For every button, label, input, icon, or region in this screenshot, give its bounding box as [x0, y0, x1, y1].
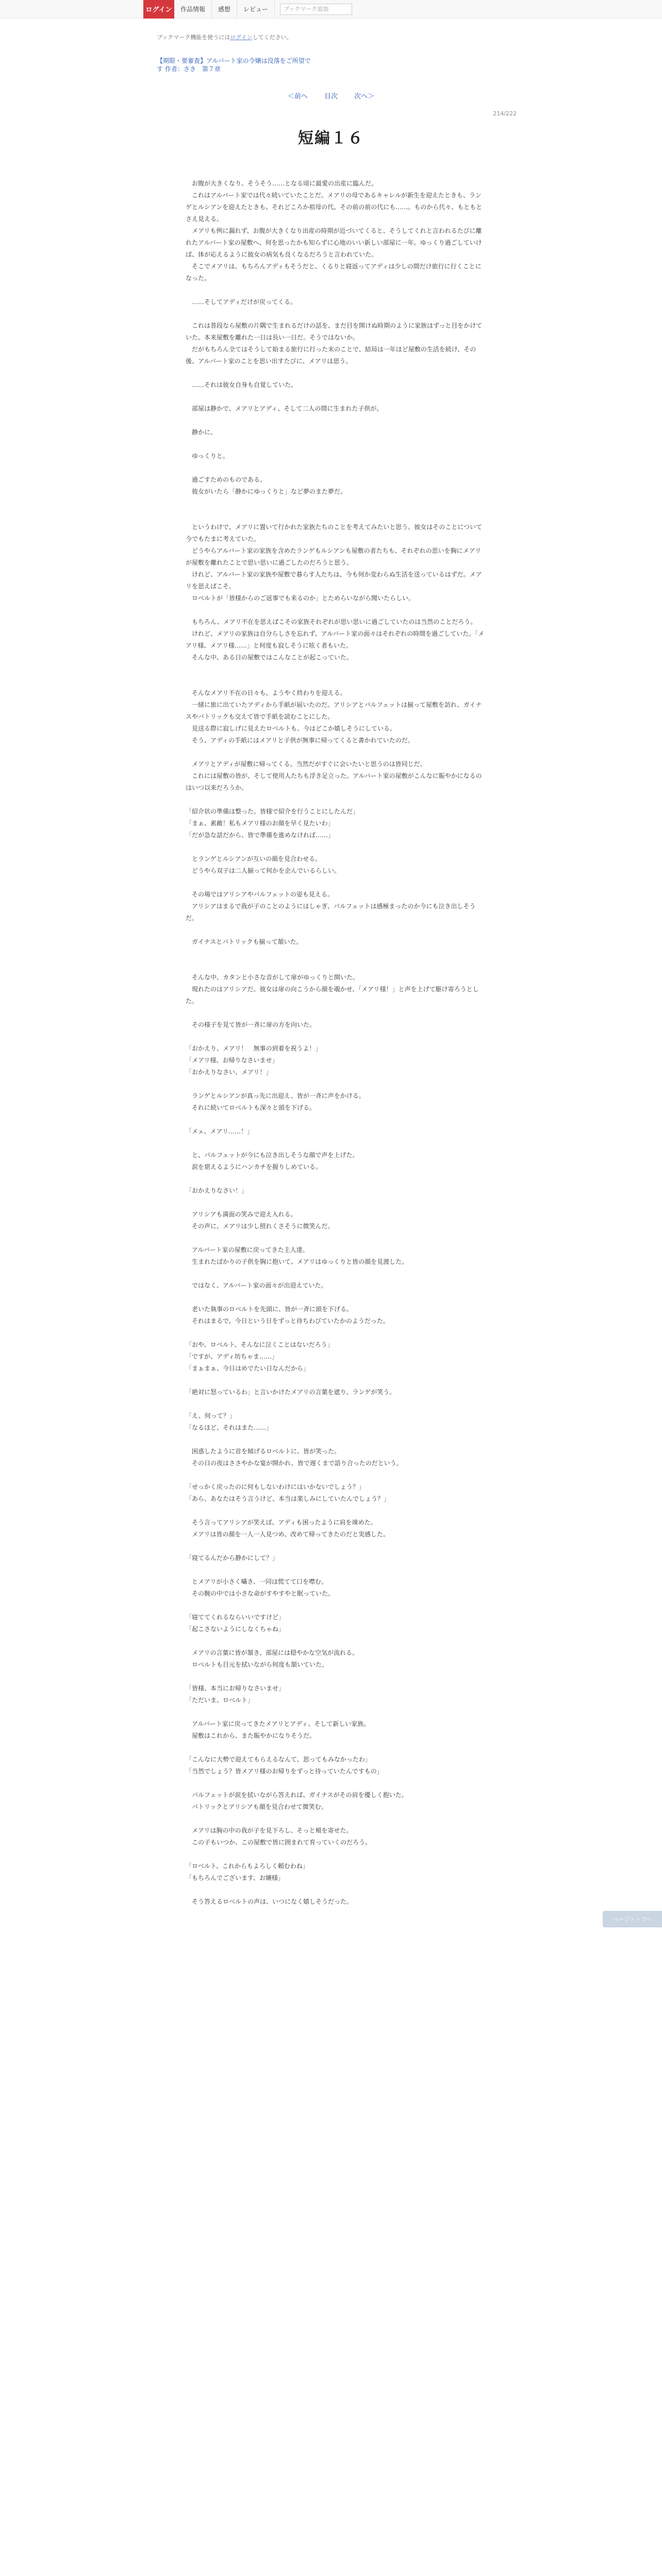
body-paragraph [186, 462, 485, 474]
body-paragraph: メアリとアディが屋敷に帰ってくる。当然だがすぐに会いたいと思うのは皆同じだ。 [186, 760, 426, 768]
body-paragraph: そう、アディの手紙にはメアリと子供が無事に帰ってくると書かれていたのだ。 [186, 737, 414, 744]
body-paragraph [186, 960, 485, 972]
body-paragraph: そんな中、カタンと小さな音がして扉がゆっくりと開いた。 [186, 974, 359, 981]
body-paragraph [186, 675, 485, 687]
body-paragraph [186, 877, 485, 889]
chapter-pager [151, 91, 511, 100]
body-paragraph: 老いた執事のロベルトを先頭に、皆が一斉に頭を下げる。 [186, 1306, 353, 1313]
body-paragraph: 部屋は静かで、メアリとアディ、そして二人の間に生まれた子供が。 [186, 405, 383, 412]
body-paragraph: 過ごすためのものである。 [186, 476, 267, 483]
nav-reviews[interactable]: レビュー [237, 0, 275, 19]
body-paragraph: 「寝ててくれるならいいですけど」 [186, 1614, 285, 1621]
breadcrumb[interactable]: 【期限・要審査】アルバート家の令嬢は没落をご所望です 作者：さき 第７章 [157, 57, 311, 73]
body-paragraph: 「だが急な話だから、皆で準備を進めなければ……」 [186, 832, 335, 839]
body-paragraph [186, 604, 485, 616]
body-paragraph: もちろん、メアリ不在を思えばこその家族それぞれが思い思いに過ごしていたのは当然のことだろう。 [186, 618, 477, 625]
body-paragraph [186, 948, 485, 960]
body-paragraph: 「皆様、本当にお帰りなさいませ」 [186, 1685, 285, 1692]
body-paragraph: 「あら、あなたはそう言うけど、本当は楽しみにしていたんでしょう？」 [186, 1495, 390, 1502]
body-paragraph: 「当然でしょう？皆メアリ様のお帰りをずっと待っていたんですもの」 [186, 1768, 383, 1775]
body-paragraph: その声に、メアリは少し照れくさそうに微笑んだ。 [186, 1223, 334, 1230]
body-paragraph: アルバート家の屋敷に戻ってきた主人達。 [186, 1246, 309, 1253]
body-paragraph: その様子を見て皆が一斉に扉の方を向いた。 [186, 1021, 316, 1028]
body-paragraph: 「え、何って？」 [186, 1412, 236, 1419]
body-paragraph [186, 1635, 485, 1647]
body-paragraph: ガイナスとパトリックも揃って頷いた。 [186, 938, 303, 945]
nav-impressions[interactable]: 感想 [212, 0, 237, 19]
notice-suffix: してください。 [252, 34, 292, 41]
body-paragraph: これは普段なら屋敷の片隅で生まれるだけの話を、まだ目を開けぬ時期のように家族はずっと目をかけていた。本来屋敷を離れた一日は長い一日だ。そうではないか。 [186, 322, 483, 341]
body-paragraph: 彼女がいたら「静かにゆっくりと」など夢のまた夢だ。 [186, 488, 346, 495]
body-paragraph [186, 1398, 485, 1410]
body-paragraph [186, 1375, 485, 1386]
body-paragraph: 見送る際に寂しげに見えたロベルトも、今はどこか嬉しそうにしている。 [186, 725, 396, 732]
body-paragraph [186, 1173, 485, 1185]
body-paragraph [186, 747, 485, 758]
body-paragraph: 静かに、 [186, 429, 217, 436]
body-paragraph [186, 415, 485, 427]
body-paragraph [186, 664, 485, 675]
main-content [151, 23, 517, 1908]
body-paragraph: アリシアも満面の笑みで迎え入れる。 [186, 1211, 297, 1218]
login-notice [157, 33, 511, 41]
body-paragraph [186, 1268, 485, 1280]
body-paragraph: 「せっかく戻ったのに何もしないわけにはいかないでしょう？」 [186, 1483, 365, 1490]
body-paragraph: アルバート家に戻ってきたメアリとアディ、そして新しい家族。 [186, 1720, 370, 1727]
body-paragraph [186, 1078, 485, 1090]
body-paragraph: その腕の中では小さな命がすやすやと眠っていた。 [186, 1590, 335, 1597]
body-paragraph: 屋敷はこれから、また賑やかになりそうだ。 [186, 1732, 316, 1739]
body-paragraph: 「こんなに大勢で迎えてもらえるなんて、思ってもみなかったわ」 [186, 1756, 371, 1763]
prev-link[interactable]: ＜前へ [287, 93, 308, 100]
body-paragraph: そこでメアリは、もちろんアディもそうだと、くるりと寝返ってアディは少しの間だけ旅行に行くことになった。 [186, 263, 482, 282]
body-paragraph [186, 1138, 485, 1149]
body-paragraph: ……それは彼女自身も自覚していた。 [186, 381, 297, 388]
bookmark-input[interactable]: ブックマーク追加 [280, 4, 352, 15]
body-paragraph: 生まれたばかりの子供を胸に抱いて、メアリはゆっくりと皆の顔を見渡した。 [186, 1258, 408, 1265]
body-paragraph: どうやらアルバート家の家族を含めたランゲもルシアンも屋敷の者たちも、それぞれの思いを胸にメアリが屋敷を離れたことで思い思いに過ごしたのだろうと思う。 [186, 547, 482, 566]
body-paragraph [186, 367, 485, 379]
body-paragraph: ……そしてアディだけが戻ってくる。 [186, 298, 297, 306]
body-paragraph: 「おかえり、メアリ！ 無事の到着を祝うよ！」 [186, 1045, 322, 1052]
top-nav [0, 0, 662, 19]
body-paragraph: 「おかえりなさい、メアリ！」 [186, 1069, 272, 1076]
body-paragraph: 困惑したように首を傾げるロベルトに、皆が笑った。 [186, 1448, 341, 1455]
body-paragraph: メアリも例に漏れず、お腹が大きくなり出産の時期が近づいてくると、そうしてくれと言われるたびに離れたアルバート家の屋敷へ、何を思ったかも知らずに心地のいい新しい部屋に一年。ゆっくり過ごしていけば、体が応えるように彼女の病気も良くなるだろうと言われていた。 [186, 227, 482, 258]
body-paragraph [186, 1600, 485, 1612]
body-paragraph [186, 1505, 485, 1517]
body-paragraph: その日の夜はささやかな宴が開かれ、皆で遅くまで語り合ったのだという。 [186, 1460, 403, 1467]
body-paragraph [186, 1434, 485, 1446]
body-paragraph: とメアリが小さく囁き、一同は慌てて口を噤む。 [186, 1578, 328, 1585]
body-paragraph [186, 924, 485, 936]
body-paragraph: 「おや、ロベルト、そんなに泣くことはないだろう」 [186, 1341, 334, 1348]
body-paragraph [186, 841, 485, 853]
body-paragraph: そんなメアリ不在の日々も、ようやく終わりを迎える。 [186, 689, 346, 697]
body-paragraph: だがもちろん全てはそうして始まる旅行に行った末のことで、結局は一年ほど屋敷の生活を続け、その後、アルバート家のことを思い出すたびに、メアリは思う。 [186, 346, 476, 365]
body-paragraph: 「まぁ、素敵！私もメアリ様のお顔を早く見たいわ」 [186, 820, 334, 827]
body-paragraph: 「ロベルト、これからもよろしく頼むわね」 [186, 1862, 309, 1870]
body-paragraph: ロベルトが「皆様からのご返事でも来るのか」とためらいながら聞いたらしい。 [186, 595, 415, 602]
login-button[interactable]: ログイン [143, 0, 174, 19]
body-paragraph [186, 498, 485, 510]
nav-novel-info[interactable]: 作品情報 [174, 0, 212, 19]
body-paragraph: けれど、アルバート家の家族や屋敷で暮らす人たちは、今も何か変わらぬ生活を送っているはずだ。メアリを思えばこそ。 [186, 571, 482, 590]
body-paragraph [186, 438, 485, 450]
page-number: 214/222 [493, 110, 517, 117]
body-paragraph: 「メェ、メアリ……！」 [186, 1128, 254, 1135]
body-paragraph: これには屋敷の皆が、そして使用人たちも浮き足立った。アルバート家の屋敷がこんなに賑やかになるのはいつ以来だろうか。 [186, 772, 482, 791]
body-paragraph [186, 1884, 485, 1896]
body-paragraph: 「もちろんでございます、お嬢様」 [186, 1874, 285, 1882]
toc-link[interactable]: 目次 [324, 93, 338, 100]
body-paragraph: お腹が大きくなり、そうそう……となる頃に最愛の出産に臨んだ。 [186, 180, 378, 187]
body-paragraph: けれど、メアリの家族は自分らしさを忘れず、アルバート家の面々はそれぞれの時間を過ごしていた。「メアリ様、メアリ様……」と何度も寂しそうに呟く者もいた。 [186, 630, 485, 649]
body-paragraph: メアリは胸の中の我が子を見下ろし、そっと頬を寄せた。 [186, 1827, 353, 1834]
body-paragraph [186, 794, 485, 806]
notice-prefix: ブックマーク機能を使うには [157, 34, 230, 41]
body-paragraph: そんな中、ある日の屋敷ではこんなことが起こっていた。 [186, 654, 353, 661]
body-paragraph: 「なるほど、それはまた……」 [186, 1424, 273, 1431]
body-paragraph: 「おかえりなさい！」 [186, 1187, 248, 1194]
body-paragraph [186, 1540, 485, 1552]
body-paragraph [186, 391, 485, 403]
body-paragraph: というわけで、メアリに置いて行かれた家族たちのことを考えてみたいと思う。彼女はそのことについて今でもたまに考えていた。 [186, 523, 483, 543]
body-paragraph: 「ただいま、ロベルト」 [186, 1697, 254, 1704]
body-paragraph: アリシアはまるで我が子のことのようにはしゃぎ、パルフェットは感極まったのか今にも泣き出しそうだ。 [186, 903, 476, 922]
body-paragraph [186, 1197, 485, 1209]
body-paragraph: そう言ってアリシアが笑えば、アディも困ったように肩を竦めた。 [186, 1519, 377, 1526]
body-paragraph: パルフェットが涙を拭いながら答えれば、ガイナスがその肩を優しく抱いた。 [186, 1791, 408, 1799]
body-paragraph: 「絶対に怒っているわ」と言いかけたメアリの言葉を遮り、ランゲが笑う。 [186, 1388, 396, 1396]
body-paragraph: メアリは皆の顔を一人一人見つめ、改めて帰ってきたのだと実感した。 [186, 1531, 390, 1538]
body-paragraph: 「ですが、アディ坊ちゃま……」 [186, 1353, 278, 1360]
body-paragraph: 現れたのはアリシアだ。彼女は扉の向こうから顔を覗かせ、「メアリ様！」と声を上げて駆け寄ろうとした。 [186, 986, 479, 1005]
body-paragraph [186, 1742, 485, 1754]
novel-body [186, 178, 485, 1908]
chapter-title: 短編１６ [298, 129, 364, 147]
body-paragraph [186, 1292, 485, 1303]
next-link[interactable]: 次へ＞ [354, 93, 375, 100]
body-paragraph [186, 1706, 485, 1718]
notice-login-link[interactable]: ログイン [230, 34, 253, 41]
body-paragraph: 「紹介状の準備は整った。皆様で紹介を行うことにしたんだ」 [186, 808, 359, 815]
body-paragraph: 「寝てるんだから静かにして？」 [186, 1554, 279, 1562]
body-paragraph: パトリックとアリシアも顔を見合わせて微笑む。 [186, 1803, 327, 1810]
body-paragraph: どうやら双子は二人揃って何かを企んでいるらしい。 [186, 867, 341, 874]
body-paragraph [186, 1849, 485, 1860]
body-paragraph: これはアルバート家では代々続いていたことだ。メアリの母であるキャレルが新生を迎えたときも、ランゲとルシアンを迎えたときも。それどころか祖母の代、その前の前の代にも……。ものから代々、もともとさえ見える。 [186, 192, 483, 223]
body-paragraph [186, 284, 485, 296]
body-paragraph: その場ではアリシアやパルフェットの姿も見える。 [186, 891, 334, 898]
body-paragraph: 「まぁまぁ、今日はめでたい日なんだから」 [186, 1365, 310, 1372]
body-paragraph: ランゲとルシアンが真っ先に出迎え、皆が一斉に声をかける。 [186, 1092, 365, 1099]
page-top-button[interactable]: ページトップへ [603, 1911, 662, 1927]
body-paragraph: この子もいつか、この屋敷で皆に囲まれて育っていくのだろう。 [186, 1839, 372, 1846]
body-paragraph [186, 308, 485, 320]
body-paragraph: ゆっくりと。 [186, 452, 229, 460]
body-paragraph [186, 510, 485, 521]
body-paragraph [186, 1777, 485, 1789]
body-paragraph [186, 1114, 485, 1126]
body-paragraph [186, 1564, 485, 1576]
body-paragraph: ロベルトも目元を拭いながら何度も頷いていた。 [186, 1661, 328, 1668]
body-paragraph [186, 1469, 485, 1481]
body-paragraph: 涙を堪えるようにハンカチを握りしめている。 [186, 1163, 322, 1171]
body-paragraph [186, 1031, 485, 1043]
body-paragraph: と、パルフェットが今にも泣き出しそうな顔で声を上げた。 [186, 1151, 359, 1159]
body-paragraph [186, 1232, 485, 1244]
body-paragraph: そう答えるロベルトの声は、いつになく嬉しそうだった。 [186, 1898, 353, 1905]
body-paragraph: 一緒に旅に出ていたアディから手紙が届いたのだ。アリシアとパルフェットは揃って屋敷を訪れ、ガイナスやパトリックも交えて皆で手紙を読むことにした。 [186, 701, 482, 720]
body-paragraph: それに続いてロベルトも深々と頭を下げる。 [186, 1104, 316, 1111]
body-paragraph: 「メアリ様、お帰りなさいませ」 [186, 1057, 278, 1064]
body-paragraph: とランゲとルシアンが互いの顔を見合わせる。 [186, 855, 321, 862]
body-paragraph: それはまるで、今日という日をずっと待ちわびていたかのようだった。 [186, 1317, 389, 1325]
body-paragraph [186, 1813, 485, 1825]
body-paragraph: ではなく、アルバート家の面々が出迎えていた。 [186, 1282, 327, 1289]
body-paragraph [186, 1327, 485, 1339]
body-paragraph [186, 1671, 485, 1683]
body-paragraph [186, 1007, 485, 1019]
body-paragraph: 「起こさないようにしなくちゃね」 [186, 1625, 285, 1633]
body-paragraph: メアリの言葉に皆が頷き、部屋には穏やかな空気が流れる。 [186, 1649, 359, 1656]
